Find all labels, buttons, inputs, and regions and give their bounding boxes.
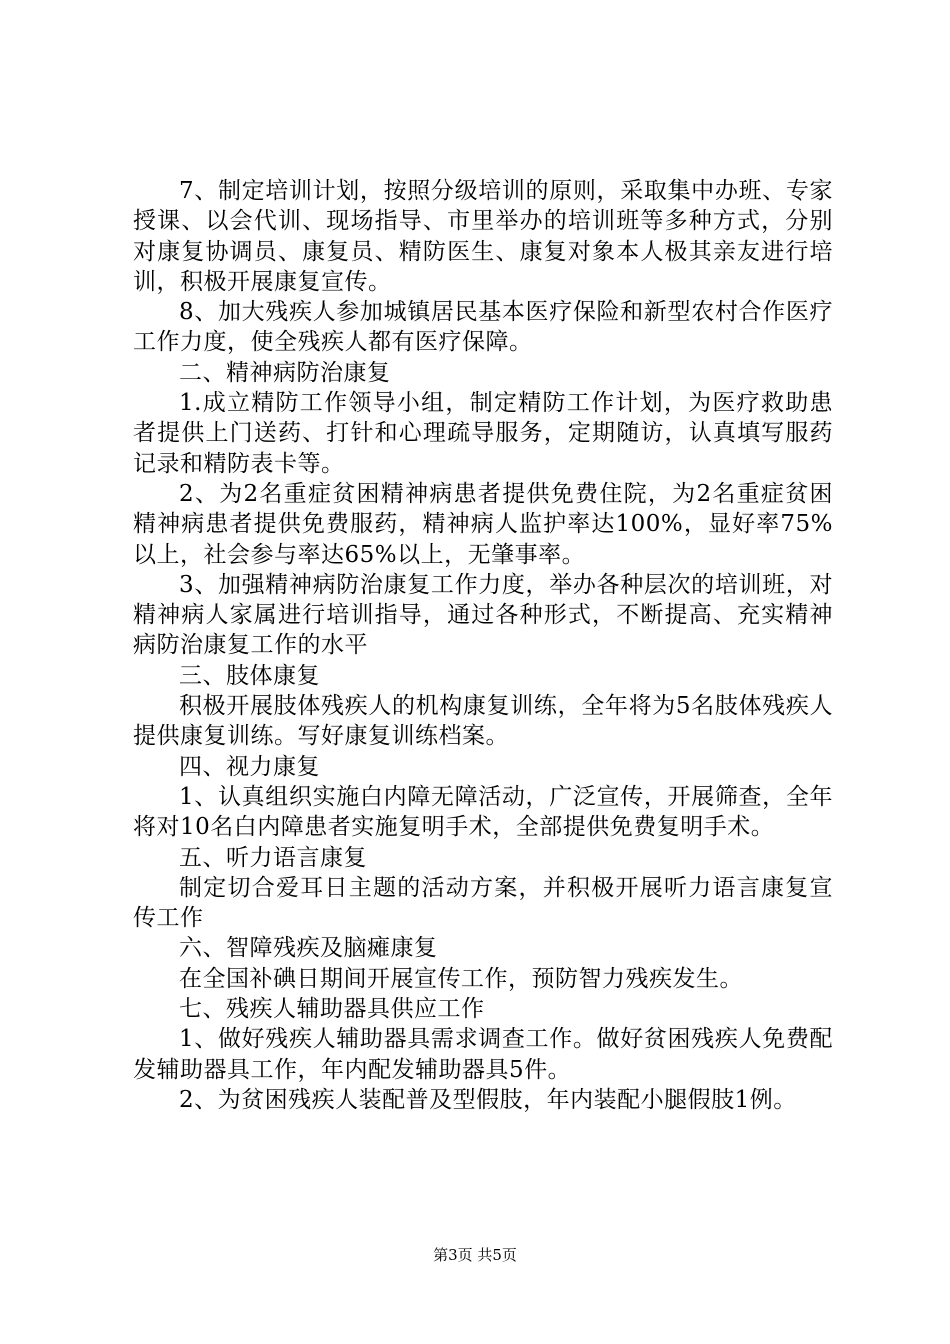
document-body <box>133 176 833 1115</box>
section-heading-7: 七、残疾人辅助器具供应工作 <box>179 996 485 1023</box>
paragraph-3: 1.成立精防工作领导小组，制定精防工作计划，为医疗救助患者提供上门送药、打针和心理疏导服务，定期随访，认真填写服药记录和精防表卡等。 <box>133 390 833 477</box>
section-heading-5: 五、听力语言康复 <box>179 844 367 871</box>
paragraph-5: 3、加强精神病防治康复工作力度，举办各种层次的培训班，对精神病人家属进行培训指导，通过各种形式，不断提高、充实精神病防治康复工作的水平 <box>133 571 833 659</box>
paragraph-7: 1、认真组织实施白内障无障活动，广泛宣传，开展筛查，全年将对10名白内障患者实施复明手术，全部提供免费复明手术。 <box>133 783 833 841</box>
paragraph-10: 1、做好残疾人辅助器具需求调查工作。做好贫困残疾人免费配发辅助器具工作，年内配发辅助器具5件。 <box>133 1026 833 1083</box>
section-heading-6: 六、智障残疾及脑瘫康复 <box>179 935 438 962</box>
paragraph-6: 积极开展肢体残疾人的机构康复训练，全年将为5名肢体残疾人提供康复训练。写好康复训练档案。 <box>133 693 833 750</box>
paragraph-9: 在全国补碘日期间开展宣传工作，预防智力残疾发生。 <box>179 965 743 992</box>
paragraph-4: 2、为2名重症贫困精神病患者提供免费住院，为2名重症贫困精神病患者提供免费服药，精神病人监护率达100%，显好率75%以上，社会参与率达65%以上，无肇事率。 <box>133 480 833 568</box>
paragraph-2: 8、加大残疾人参加城镇居民基本医疗保险和新型农村合作医疗工作力度，使全残疾人都有医疗保障。 <box>133 299 833 356</box>
paragraph-8: 制定切合爱耳日主题的活动方案，并积极开展听力语言康复宣传工作 <box>133 874 833 932</box>
section-heading-2: 二、精神病防治康复 <box>179 359 391 386</box>
paragraph-1: 7、制定培训计划，按照分级培训的原则，采取集中办班、专家授课、以会代训、现场指导、市里举办的培训班等多种方式，分别对康复协调员、康复员、精防医生、康复对象本人极其亲友进行培训，积极开展康复宣传。 <box>133 178 833 295</box>
page-footer: 第3页 共5页 <box>433 1246 517 1264</box>
section-heading-4: 四、视力康复 <box>179 753 320 780</box>
paragraph-11: 2、为贫困残疾人装配普及型假肢，年内装配小腿假肢1例。 <box>179 1086 797 1113</box>
section-heading-3: 三、肢体康复 <box>179 662 320 689</box>
